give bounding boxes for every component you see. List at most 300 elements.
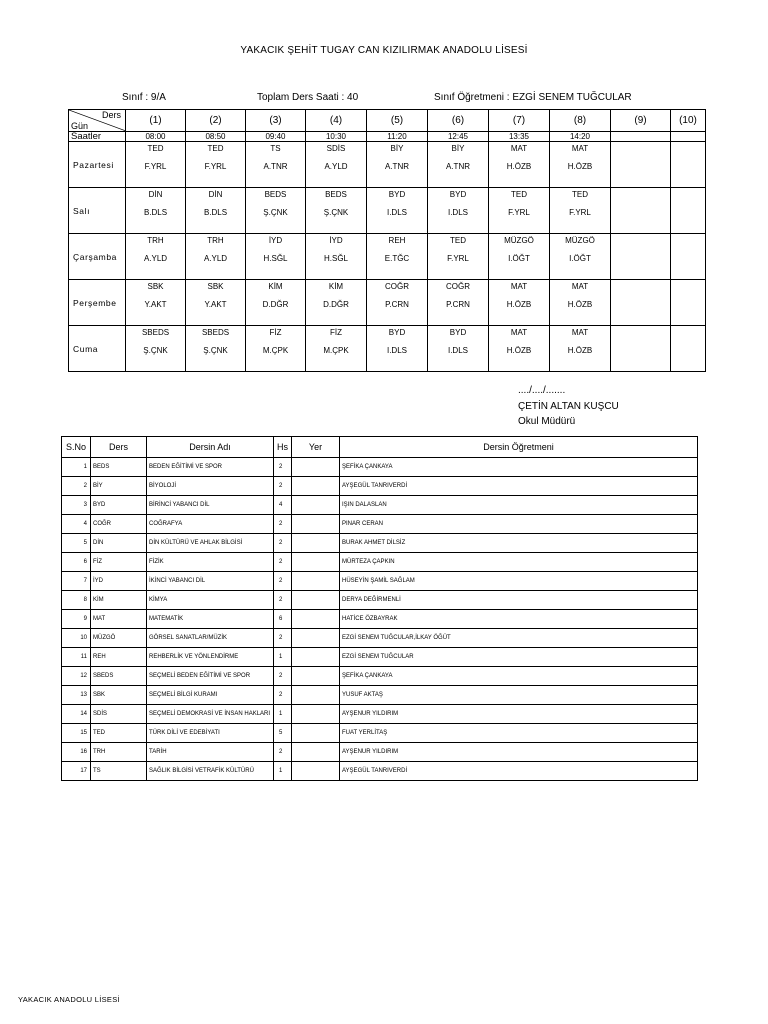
class-teacher-label: Sınıf Öğretmeni : EZGİ SENEM TUĞCULAR	[434, 92, 632, 103]
lesson-cell	[186, 142, 246, 188]
course-name: SAĞLIK BİLGİSİ VETRAFİK KÜLTÜRÜ	[147, 762, 274, 781]
lesson-cell	[550, 326, 611, 372]
course-name: GÖRSEL SANATLAR/MÜZİK	[147, 629, 274, 648]
course-hours: 1	[274, 762, 292, 781]
day-name: Salı	[69, 188, 126, 234]
course-header-row	[62, 437, 698, 458]
course-name: COĞRAFYA	[147, 515, 274, 534]
lesson-cell	[186, 234, 246, 280]
course-hours: 2	[274, 553, 292, 572]
lesson-teacher: F.YRL	[204, 162, 227, 171]
lesson-teacher: B.DLS	[203, 208, 228, 217]
course-room	[292, 458, 340, 477]
course-room	[292, 724, 340, 743]
course-name: İKİNCİ YABANCI DİL	[147, 572, 274, 591]
period-header: (8)	[550, 110, 611, 132]
course-code: TRH	[91, 743, 147, 762]
course-name: REHBERLİK VE YÖNLENDİRME	[147, 648, 274, 667]
lesson-cell	[246, 280, 306, 326]
period-header: (5)	[367, 110, 428, 132]
course-room	[292, 553, 340, 572]
course-header-ders: Ders	[91, 437, 147, 458]
table-row	[62, 610, 698, 629]
course-code: FİZ	[91, 553, 147, 572]
lesson-cell	[489, 280, 550, 326]
course-code: REH	[91, 648, 147, 667]
course-number: 8	[62, 591, 91, 610]
lesson-code: BEDS	[325, 190, 347, 199]
lesson-code: SBEDS	[141, 328, 170, 337]
corner-ders-label: Ders	[101, 110, 121, 120]
table-row	[62, 591, 698, 610]
course-teacher: BURAK AHMET DİLSİZ	[340, 534, 698, 553]
lesson-teacher: A.YLD	[143, 254, 168, 263]
course-name: MATEMATİK	[147, 610, 274, 629]
day-row	[69, 142, 706, 188]
table-row	[62, 724, 698, 743]
lesson-teacher: H.ÖZB	[506, 300, 532, 309]
course-teacher: AYŞEGÜL TANRIVERDİ	[340, 477, 698, 496]
lesson-cell	[306, 326, 367, 372]
lesson-cell	[489, 326, 550, 372]
lesson-cell	[489, 234, 550, 280]
period-header: (3)	[246, 110, 306, 132]
lesson-teacher: H.SĞL	[323, 254, 348, 263]
course-list-table	[61, 436, 698, 781]
course-code: SBK	[91, 686, 147, 705]
lesson-code: SDİS	[326, 144, 346, 153]
lesson-code: TED	[450, 236, 466, 245]
lesson-cell	[367, 234, 428, 280]
lesson-teacher: Ş.ÇNK	[323, 208, 349, 217]
lesson-teacher: H.ÖZB	[506, 162, 532, 171]
table-row	[62, 572, 698, 591]
course-header-yer: Yer	[292, 437, 340, 458]
lesson-cell	[428, 280, 489, 326]
course-name: BİYOLOJİ	[147, 477, 274, 496]
course-room	[292, 610, 340, 629]
lesson-code: MAT	[510, 328, 528, 337]
lesson-cell	[550, 188, 611, 234]
course-name: DİN KÜLTÜRÜ VE AHLAK BİLGİSİ	[147, 534, 274, 553]
lesson-cell	[550, 142, 611, 188]
lesson-teacher: H.ÖZB	[567, 346, 593, 355]
course-teacher: EZGİ SENEM TUĞCULAR	[340, 648, 698, 667]
course-teacher: ŞEFİKA ÇANKAYA	[340, 667, 698, 686]
course-header-adi: Dersin Adı	[147, 437, 274, 458]
lesson-teacher: I.DLS	[386, 346, 407, 355]
course-name: BEDEN EĞİTİMİ VE SPOR	[147, 458, 274, 477]
course-number: 7	[62, 572, 91, 591]
course-number: 9	[62, 610, 91, 629]
course-hours: 6	[274, 610, 292, 629]
lesson-code: REH	[388, 236, 406, 245]
lesson-code: TRH	[147, 236, 164, 245]
lesson-code: MAT	[571, 282, 589, 291]
course-code: TS	[91, 762, 147, 781]
lesson-code: SBK	[147, 282, 164, 291]
course-number: 15	[62, 724, 91, 743]
school-title: YAKACIK ŞEHİT TUGAY CAN KIZILIRMAK ANADOLU LİSESİ	[240, 45, 528, 56]
course-number: 16	[62, 743, 91, 762]
course-code: TED	[91, 724, 147, 743]
course-hours: 2	[274, 572, 292, 591]
lesson-cell	[611, 326, 671, 372]
principal-name: ÇETİN ALTAN KUŞCU	[518, 401, 619, 412]
lesson-cell	[671, 326, 706, 372]
lesson-code: TED	[147, 144, 164, 153]
period-time: 10:30	[306, 132, 367, 142]
course-hours: 5	[274, 724, 292, 743]
period-time: 08:50	[186, 132, 246, 142]
table-row	[62, 648, 698, 667]
course-code: SDİS	[91, 705, 147, 724]
course-hours: 1	[274, 648, 292, 667]
lesson-code: BYD	[388, 190, 406, 199]
lesson-code: MAT	[510, 282, 528, 291]
lesson-code: COĞR	[385, 282, 409, 291]
lesson-teacher: I.DLS	[386, 208, 407, 217]
corner-gun-label: Gün	[71, 121, 89, 131]
course-hours: 2	[274, 686, 292, 705]
lesson-cell	[367, 142, 428, 188]
lesson-cell	[428, 142, 489, 188]
lesson-teacher: F.YRL	[508, 208, 530, 217]
lesson-teacher: A.YLD	[324, 162, 348, 171]
lesson-code: COĞR	[446, 282, 470, 291]
lesson-cell	[186, 326, 246, 372]
lesson-cell	[428, 188, 489, 234]
lesson-teacher: I.ÖĞT	[508, 254, 530, 263]
course-name: SEÇMELİ BİLGİ KURAMI	[147, 686, 274, 705]
class-label: Sınıf : 9/A	[122, 92, 166, 103]
day-row	[69, 280, 706, 326]
period-time	[611, 132, 671, 142]
lesson-cell	[246, 142, 306, 188]
course-number: 14	[62, 705, 91, 724]
course-code: DİN	[91, 534, 147, 553]
course-teacher: ŞEFİKA ÇANKAYA	[340, 458, 698, 477]
lesson-teacher: D.DĞR	[323, 300, 349, 309]
lesson-code: TS	[270, 144, 281, 153]
lesson-teacher: M.ÇPK	[323, 346, 349, 355]
course-code: MAT	[91, 610, 147, 629]
lesson-teacher: F.YRL	[144, 162, 167, 171]
period-time: 14:20	[550, 132, 611, 142]
table-row	[62, 515, 698, 534]
period-time: 09:40	[246, 132, 306, 142]
period-header: (10)	[671, 110, 706, 132]
course-name: BİRİNCİ YABANCI DİL	[147, 496, 274, 515]
course-code: COĞR	[91, 515, 147, 534]
period-header: (9)	[611, 110, 671, 132]
course-hours: 2	[274, 743, 292, 762]
course-number: 17	[62, 762, 91, 781]
lesson-teacher: H.ÖZB	[567, 162, 593, 171]
lesson-code: BYD	[449, 328, 467, 337]
lesson-cell	[550, 280, 611, 326]
signature-date: ..../..../.......	[518, 385, 566, 396]
lesson-code: FİZ	[330, 328, 342, 337]
course-code: SBEDS	[91, 667, 147, 686]
course-number: 12	[62, 667, 91, 686]
lesson-cell	[246, 326, 306, 372]
course-name: TARİH	[147, 743, 274, 762]
lesson-code: MÜZGÖ	[565, 236, 595, 245]
lesson-teacher: E.TĞC	[384, 254, 410, 263]
day-name: Çarşamba	[69, 234, 126, 280]
course-code: MÜZGÖ	[91, 629, 147, 648]
course-room	[292, 705, 340, 724]
lesson-code: TED	[572, 190, 588, 199]
course-name: SEÇMELİ DEMOKRASİ VE İNSAN HAKLARI	[147, 705, 274, 724]
lesson-cell	[489, 142, 550, 188]
lesson-code: BİY	[451, 144, 465, 153]
course-name: SEÇMELİ BEDEN EĞİTİMİ VE SPOR	[147, 667, 274, 686]
lesson-cell	[246, 234, 306, 280]
lesson-code: İYD	[268, 236, 283, 245]
course-number: 1	[62, 458, 91, 477]
lesson-code: KİM	[268, 282, 283, 291]
course-name: FİZİK	[147, 553, 274, 572]
lesson-cell	[428, 234, 489, 280]
day-name: Cuma	[69, 326, 126, 372]
course-teacher: HATİCE ÖZBAYRAK	[340, 610, 698, 629]
course-hours: 4	[274, 496, 292, 515]
course-teacher: AYŞENUR YILDIRIM	[340, 705, 698, 724]
course-number: 10	[62, 629, 91, 648]
lesson-cell	[126, 234, 186, 280]
lesson-cell	[489, 188, 550, 234]
course-room	[292, 572, 340, 591]
lesson-cell	[246, 188, 306, 234]
course-teacher: IŞIN DALASLAN	[340, 496, 698, 515]
course-room	[292, 648, 340, 667]
course-hours: 2	[274, 667, 292, 686]
period-header: (1)	[126, 110, 186, 132]
total-hours-label: Toplam Ders Saati : 40	[257, 92, 359, 103]
principal-role: Okul Müdürü	[518, 416, 576, 427]
course-hours: 2	[274, 477, 292, 496]
lesson-cell	[126, 142, 186, 188]
course-teacher: FUAT YERLİTAŞ	[340, 724, 698, 743]
lesson-cell	[126, 326, 186, 372]
lesson-cell	[367, 280, 428, 326]
lesson-cell	[550, 234, 611, 280]
course-teacher: AYŞEGÜL TANRIVERDİ	[340, 762, 698, 781]
lesson-cell	[671, 234, 706, 280]
lesson-teacher: Ş.ÇNK	[263, 208, 288, 217]
table-row	[62, 534, 698, 553]
lesson-teacher: H.ÖZB	[506, 346, 532, 355]
lesson-teacher: Ş.ÇNK	[143, 346, 168, 355]
lesson-teacher: A.TNR	[263, 162, 288, 171]
lesson-cell	[611, 234, 671, 280]
lesson-code: SBK	[207, 282, 224, 291]
course-hours: 1	[274, 705, 292, 724]
lesson-code: FİZ	[269, 328, 282, 337]
course-number: 13	[62, 686, 91, 705]
lesson-code: TED	[207, 144, 224, 153]
course-teacher: HÜSEYİN ŞAMİL SAĞLAM	[340, 572, 698, 591]
lesson-teacher: Y.AKT	[144, 300, 167, 309]
course-room	[292, 629, 340, 648]
course-code: BİY	[91, 477, 147, 496]
course-name: KİMYA	[147, 591, 274, 610]
lesson-cell	[306, 280, 367, 326]
course-room	[292, 762, 340, 781]
course-teacher: YUSUF AKTAŞ	[340, 686, 698, 705]
lesson-cell	[671, 280, 706, 326]
table-row	[62, 458, 698, 477]
lesson-cell	[671, 188, 706, 234]
lesson-teacher: A.TNR	[446, 162, 470, 171]
lesson-cell	[367, 326, 428, 372]
lesson-teacher: M.ÇPK	[262, 346, 289, 355]
lesson-cell	[186, 280, 246, 326]
course-room	[292, 515, 340, 534]
lesson-code: MÜZGÖ	[504, 236, 534, 245]
period-time: 11:20	[367, 132, 428, 142]
lesson-cell	[306, 142, 367, 188]
course-code: BEDS	[91, 458, 147, 477]
lesson-cell	[611, 280, 671, 326]
course-room	[292, 496, 340, 515]
course-number: 6	[62, 553, 91, 572]
course-number: 4	[62, 515, 91, 534]
course-name: TÜRK DİLİ VE EDEBİYATI	[147, 724, 274, 743]
course-header-sno: S.No	[62, 437, 91, 458]
lesson-teacher: F.YRL	[569, 208, 591, 217]
course-number: 2	[62, 477, 91, 496]
weekly-schedule-table	[68, 109, 706, 372]
table-row	[62, 477, 698, 496]
course-teacher: DERYA DEĞİRMENLİ	[340, 591, 698, 610]
course-teacher: EZGİ SENEM TUĞCULAR,İLKAY ÖĞÜT	[340, 629, 698, 648]
course-hours: 2	[274, 591, 292, 610]
lesson-code: MAT	[510, 144, 528, 153]
course-code: İYD	[91, 572, 147, 591]
day-row	[69, 234, 706, 280]
day-name: Perşembe	[69, 280, 126, 326]
lesson-cell	[306, 234, 367, 280]
footer-school-name: YAKACIK ANADOLU LİSESİ	[18, 995, 120, 1004]
course-hours: 2	[274, 629, 292, 648]
course-hours: 2	[274, 515, 292, 534]
period-time: 13:35	[489, 132, 550, 142]
lesson-teacher: I.DLS	[447, 208, 468, 217]
table-row	[62, 705, 698, 724]
course-room	[292, 743, 340, 762]
lesson-teacher: A.TNR	[385, 162, 409, 171]
period-header-row	[69, 110, 706, 132]
period-time: 12:45	[428, 132, 489, 142]
lesson-teacher: P.CRN	[385, 300, 409, 309]
table-row	[62, 667, 698, 686]
day-row	[69, 188, 706, 234]
period-time	[671, 132, 706, 142]
course-hours: 2	[274, 458, 292, 477]
course-number: 5	[62, 534, 91, 553]
period-header: (4)	[306, 110, 367, 132]
course-header-hs: Hs	[274, 437, 292, 458]
course-room	[292, 477, 340, 496]
lesson-teacher: H.ÖZB	[567, 300, 593, 309]
saatler-label: Saatler	[69, 132, 126, 142]
lesson-code: BYD	[449, 190, 467, 199]
course-code: BYD	[91, 496, 147, 515]
lesson-code: TRH	[207, 236, 224, 245]
course-room	[292, 667, 340, 686]
course-room	[292, 591, 340, 610]
lesson-cell	[126, 280, 186, 326]
period-header: (2)	[186, 110, 246, 132]
course-code: KİM	[91, 591, 147, 610]
lesson-code: TED	[511, 190, 527, 199]
course-number: 11	[62, 648, 91, 667]
lesson-teacher: I.DLS	[447, 346, 468, 355]
course-hours: 2	[274, 534, 292, 553]
lesson-teacher: H.SĞL	[263, 254, 288, 263]
lesson-code: BEDS	[264, 190, 287, 199]
course-header-ogretmen: Dersin Öğretmeni	[340, 437, 698, 458]
period-time: 08:00	[126, 132, 186, 142]
lesson-cell	[611, 188, 671, 234]
lesson-code: DİN	[208, 190, 223, 199]
lesson-cell	[367, 188, 428, 234]
lesson-teacher: D.DĞR	[262, 300, 289, 309]
lesson-code: BYD	[388, 328, 406, 337]
lesson-teacher: F.YRL	[447, 254, 469, 263]
day-name: Pazartesi	[69, 142, 126, 188]
course-teacher: MÜRTEZA ÇAPKIN	[340, 553, 698, 572]
lesson-code: DİN	[148, 190, 163, 199]
period-header: (7)	[489, 110, 550, 132]
lesson-cell	[611, 142, 671, 188]
times-row	[69, 132, 706, 142]
lesson-code: BİY	[390, 144, 404, 153]
lesson-cell	[126, 188, 186, 234]
lesson-code: SBEDS	[201, 328, 230, 337]
lesson-teacher: Ş.ÇNK	[203, 346, 228, 355]
table-row	[62, 553, 698, 572]
day-row	[69, 326, 706, 372]
lesson-teacher: A.YLD	[203, 254, 228, 263]
table-row	[62, 743, 698, 762]
course-room	[292, 686, 340, 705]
lesson-cell	[186, 188, 246, 234]
lesson-teacher: Y.AKT	[204, 300, 227, 309]
lesson-teacher: P.CRN	[446, 300, 470, 309]
lesson-cell	[428, 326, 489, 372]
lesson-teacher: I.ÖĞT	[569, 254, 591, 263]
course-teacher: PINAR CERAN	[340, 515, 698, 534]
course-room	[292, 534, 340, 553]
table-row	[62, 762, 698, 781]
lesson-code: MAT	[571, 328, 589, 337]
period-header: (6)	[428, 110, 489, 132]
lesson-cell	[671, 142, 706, 188]
lesson-code: KİM	[328, 282, 344, 291]
course-number: 3	[62, 496, 91, 515]
lesson-code: İYD	[329, 236, 343, 245]
lesson-cell	[306, 188, 367, 234]
table-row	[62, 686, 698, 705]
lesson-teacher: B.DLS	[143, 208, 168, 217]
corner-cell	[69, 110, 126, 132]
lesson-code: MAT	[571, 144, 589, 153]
course-teacher: AYŞENUR YILDIRIM	[340, 743, 698, 762]
